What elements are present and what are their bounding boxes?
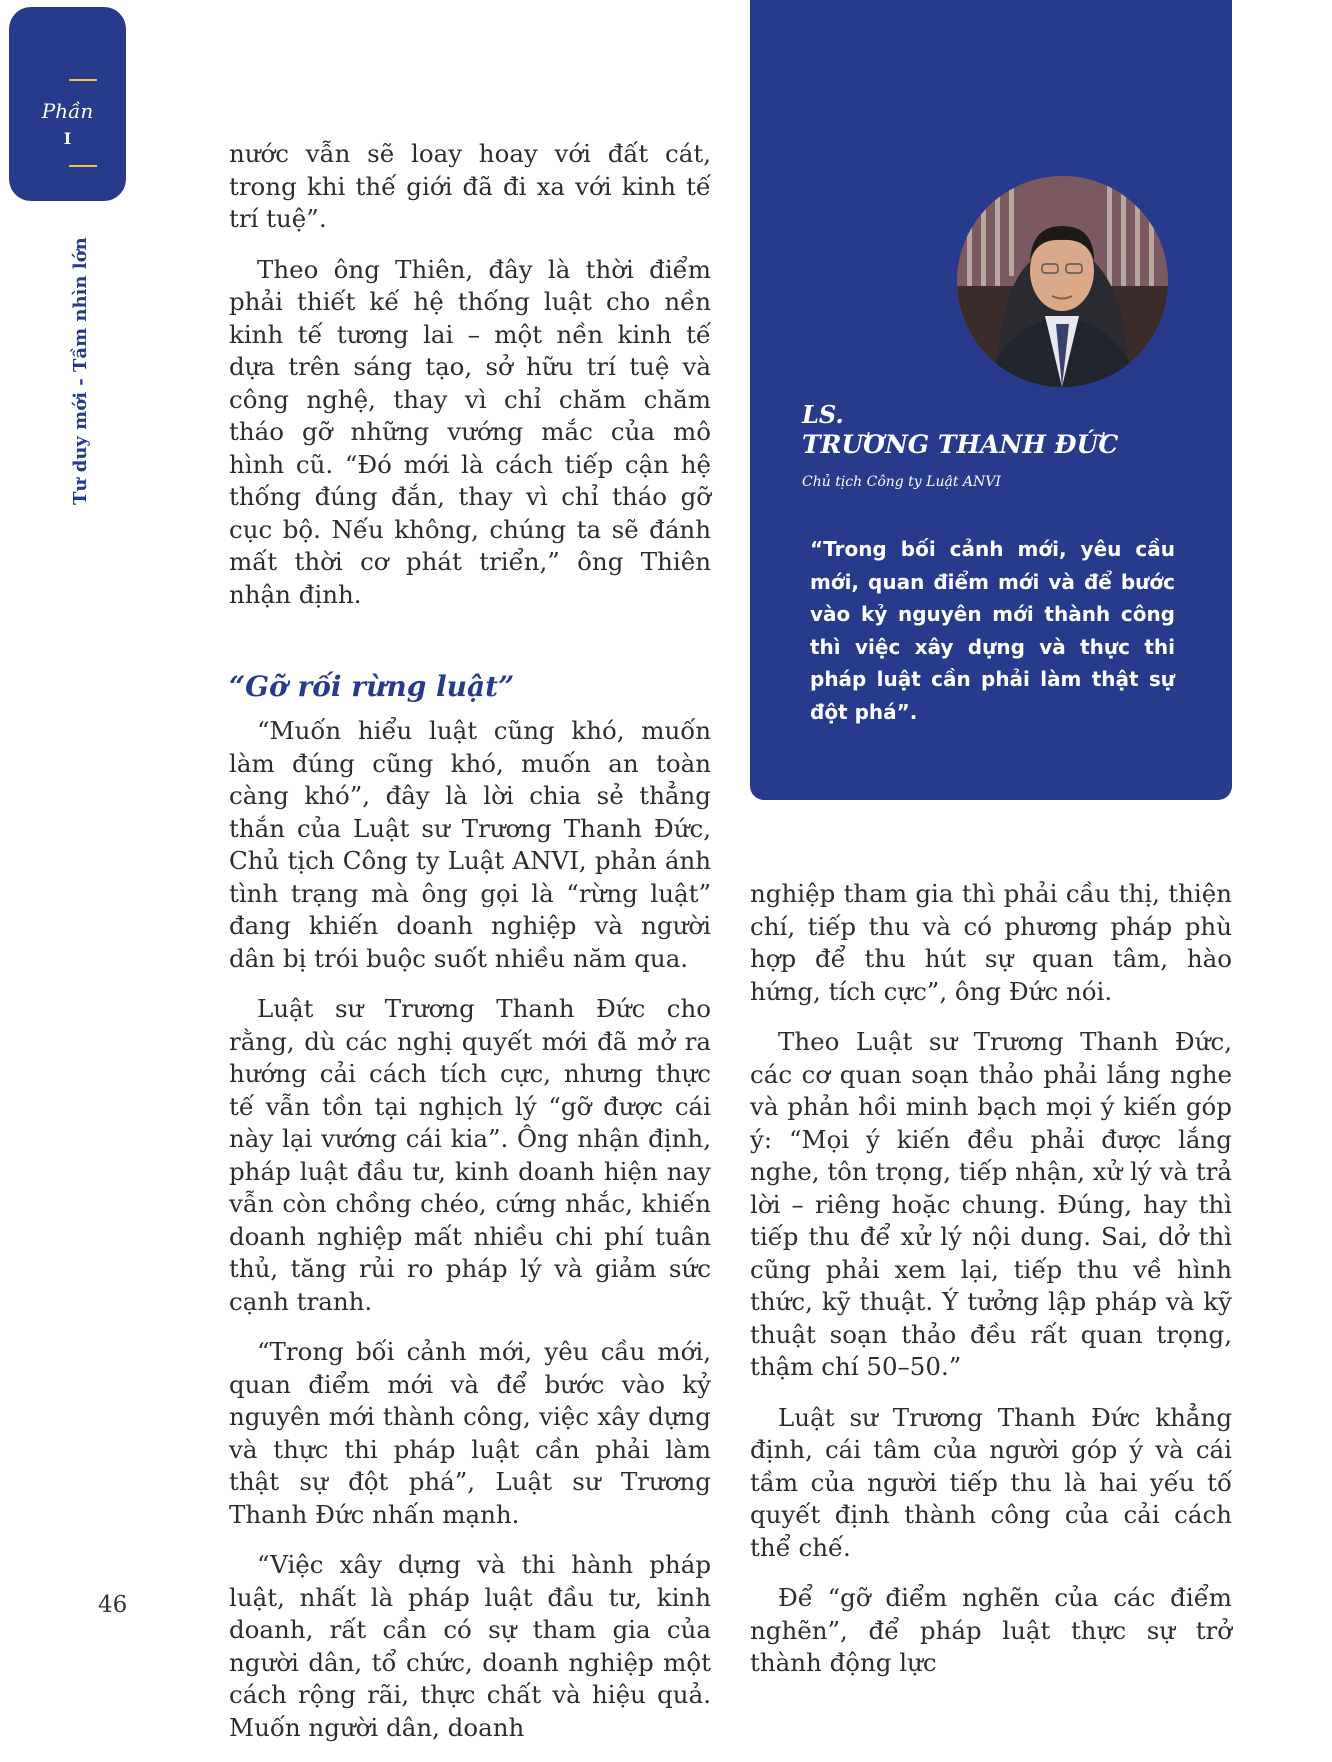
paragraph: Để “gỡ điểm nghẽn của các điểm nghẽn”, để pháp luật thực sự trở thành động lực	[750, 1583, 1232, 1677]
page-number: 46	[98, 1592, 128, 1618]
lawyer-title: Chủ tịch Công ty Luật ANVI	[802, 474, 1001, 490]
paragraph: nước vẫn sẽ loay hoay với đất cát, trong khi thế giới đã đi xa với kinh tế trí tuệ”.	[229, 139, 711, 233]
portrait-photo	[957, 176, 1168, 387]
paragraph: Theo Luật sư Trương Thanh Đức, các cơ quan soạn thảo phải lắng nghe và phản hồi minh bạch mọi ý kiến góp ý: “Mọi ý kiến đều phải được lắng nghe, tôn trọng, tiếp nhận, xử lý và trả lời – riêng hoặc chung. Đúng, hay thì tiếp thu để xử lý nội dung. Sai, dở thì cũng phải xem lại, tiếp thu về hình thức, kỹ thuật. Ý tưởng lập pháp và kỹ thuật soạn thảo đều rất quan trọng, thậm chí 50–50.”	[750, 1027, 1232, 1381]
paragraph: nghiệp tham gia thì phải cầu thị, thiện chí, tiếp thu và có phương pháp phù hợp để thu hút sự quan tâm, hào hứng, tích cực”, ông Đức nói.	[750, 879, 1232, 1006]
paragraph: Luật sư Trương Thanh Đức cho rằng, dù các nghị quyết mới đã mở ra hướng cải cách tích cực, nhưng thực tế vẫn tồn tại nghịch lý “gỡ được cái này lại vướng cái kia”. Ông nhận định, pháp luật đầu tư, kinh doanh hiện nay vẫn còn chồng chéo, cứng nhắc, khiến doanh nghiệp mất nhiều chi phí tuân thủ, tăng rủi ro pháp lý và giảm sức cạnh tranh.	[229, 994, 711, 1316]
right-column	[750, 878, 1232, 1698]
section-tab	[9, 7, 126, 201]
tab-divider-top	[69, 79, 97, 81]
section-heading: “Gỡ rối rừng luật”	[229, 670, 515, 703]
lawyer-prefix: LS.	[802, 400, 844, 429]
paragraph: “Việc xây dựng và thi hành pháp luật, nhất là pháp luật đầu tư, kinh doanh, rất cần có sự tham gia của người dân, tổ chức, doanh nghiệp một cách rộng rãi, thực chất và hiệu quả. Muốn người dân, doanh	[229, 1550, 711, 1742]
lawyer-name: TRƯƠNG THANH ĐỨC	[802, 430, 1119, 459]
tab-divider-bottom	[69, 165, 97, 167]
quote-box	[750, 0, 1232, 800]
paragraph: “Trong bối cảnh mới, yêu cầu mới, quan điểm mới và để bước vào kỷ nguyên mới thành công, việc xây dựng và thực thi pháp luật cần phải làm thật sự đột phá”, Luật sư Trương Thanh Đức nhấn mạnh.	[229, 1337, 711, 1529]
part-number: I	[63, 129, 72, 148]
left-column	[229, 138, 711, 1762]
paragraph: “Muốn hiểu luật cũng khó, muốn làm đúng cũng khó, muốn an toàn càng khó”, đây là lời chia sẻ thẳng thắn của Luật sư Trương Thanh Đức, Chủ tịch Công ty Luật ANVI, phản ánh tình trạng mà ông gọi là “rừng luật” đang khiến doanh nghiệp và người dân bị trói buộc suốt nhiều năm qua.	[229, 716, 711, 973]
part-label: Phần	[41, 99, 94, 123]
paragraph: Theo ông Thiên, đây là thời điểm phải thiết kế hệ thống luật cho nền kinh tế tương lai – một nền kinh tế dựa trên sáng tạo, sở hữu trí tuệ và công nghệ, thay vì chỉ chăm chăm tháo gỡ những vướng mắc của mô hình cũ. “Đó mới là cách tiếp cận hệ thống đúng đắn, thay vì chỉ tháo gỡ cục bộ. Nếu không, chúng ta sẽ đánh mất thời cơ phát triển,” ông Thiên nhận định.	[229, 254, 711, 609]
section-title-vertical: Tư duy mới - Tầm nhìn lớn	[70, 237, 91, 505]
paragraph: Luật sư Trương Thanh Đức khẳng định, cái tâm của người góp ý và cái tầm của người tiếp thu là hai yếu tố quyết định thành công của cải cách thể chế.	[750, 1402, 1232, 1562]
pull-quote: “Trong bối cảnh mới, yêu cầu mới, quan điểm mới và để bước vào kỷ nguyên mới thành công thì việc xây dựng và thực thi pháp luật cần phải làm thật sự đột phá”.	[810, 537, 1175, 724]
